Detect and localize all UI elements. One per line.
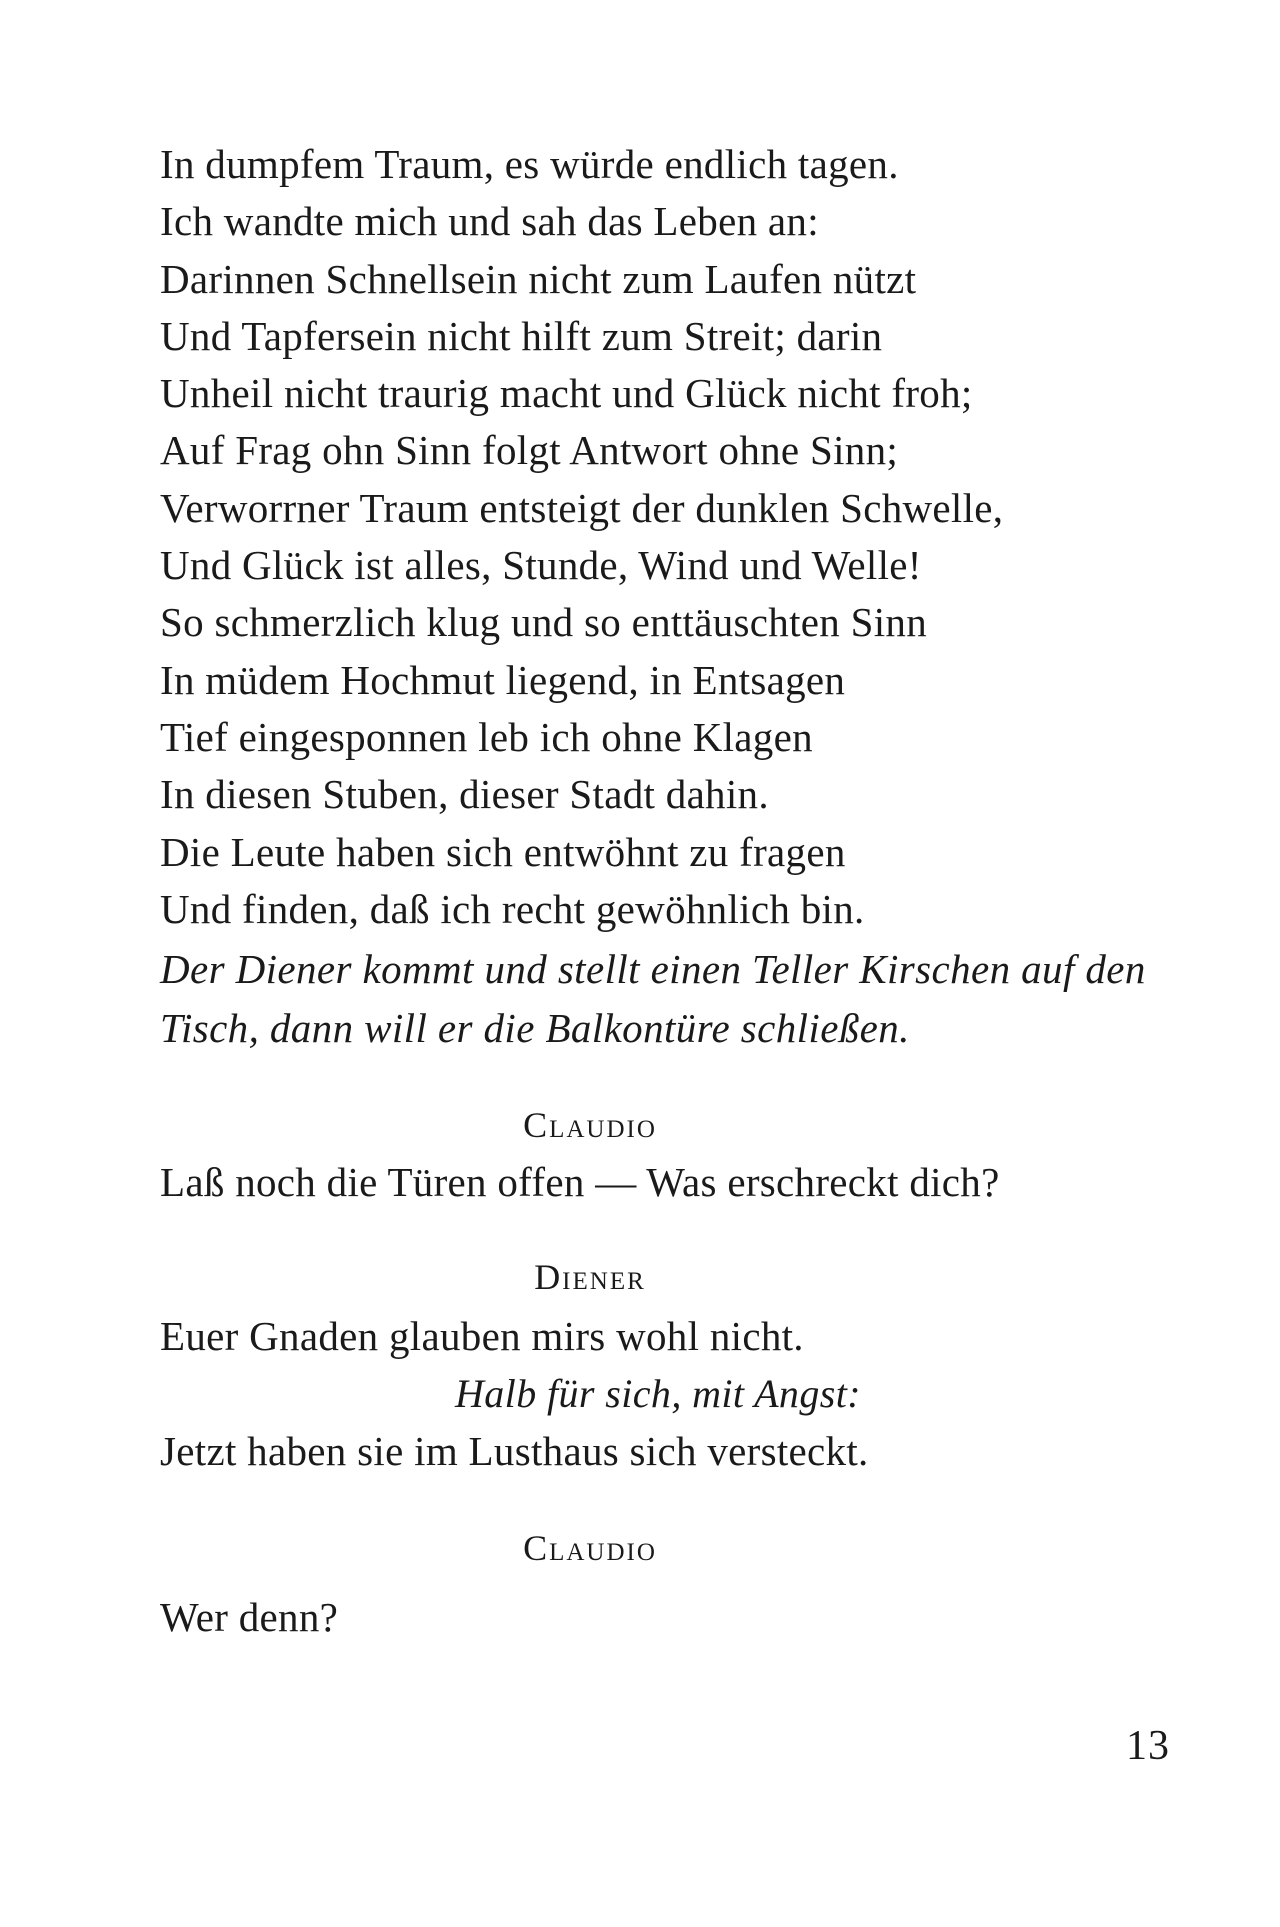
verse-line: Auf Frag ohn Sinn folgt Antwort ohne Sinn;	[160, 427, 899, 474]
page-number: 13	[1126, 1723, 1170, 1769]
verse-line: Unheil nicht traurig macht und Glück nicht froh;	[160, 370, 973, 417]
speech-line: Jetzt haben sie im Lusthaus sich versteckt.	[160, 1428, 869, 1475]
verse-line: So schmerzlich klug und so enttäuschten Sinn	[160, 599, 928, 646]
verse-line: Und finden, daß ich recht gewöhnlich bin.	[160, 885, 865, 932]
verse-line: Tief eingesponnen leb ich ohne Klagen	[160, 713, 813, 760]
stage-direction-line: Tisch, dann will er die Balkontüre schließen.	[160, 1005, 910, 1052]
aside-direction: Halb für sich, mit Angst:	[455, 1371, 861, 1417]
speaker-name: Diener	[534, 1257, 646, 1298]
speaker-name: Claudio	[523, 1528, 657, 1569]
verse-line: Und Tapfersein nicht hilft zum Streit; darin	[160, 312, 883, 359]
verse-line: Darinnen Schnellsein nicht zum Laufen nützt	[160, 255, 917, 302]
stage-direction-line: Der Diener kommt und stellt einen Teller Kirschen auf den	[160, 946, 1146, 993]
verse-line: Und Glück ist alles, Stunde, Wind und Welle!	[160, 542, 922, 589]
verse-line: Verworrner Traum entsteigt der dunklen Schwelle,	[160, 484, 1004, 531]
verse-line: In müdem Hochmut liegend, in Entsagen	[160, 656, 846, 703]
verse-line: In diesen Stuben, dieser Stadt dahin.	[160, 771, 769, 818]
stage-direction	[160, 940, 1160, 1058]
speaker-name: Claudio	[523, 1105, 657, 1146]
speech-line: Euer Gnaden glauben mirs wohl nicht.	[160, 1313, 804, 1360]
verse-line: Die Leute haben sich entwöhnt zu fragen	[160, 828, 846, 875]
speech-line: Laß noch die Türen offen — Was erschreckt dich?	[160, 1159, 1000, 1206]
verse-line: Ich wandte mich und sah das Leben an:	[160, 198, 819, 245]
speech-line: Wer denn?	[160, 1594, 339, 1641]
verse-line: In dumpfem Traum, es würde endlich tagen.	[160, 141, 899, 187]
verse-block	[160, 136, 1160, 938]
page-text	[160, 136, 1160, 1641]
